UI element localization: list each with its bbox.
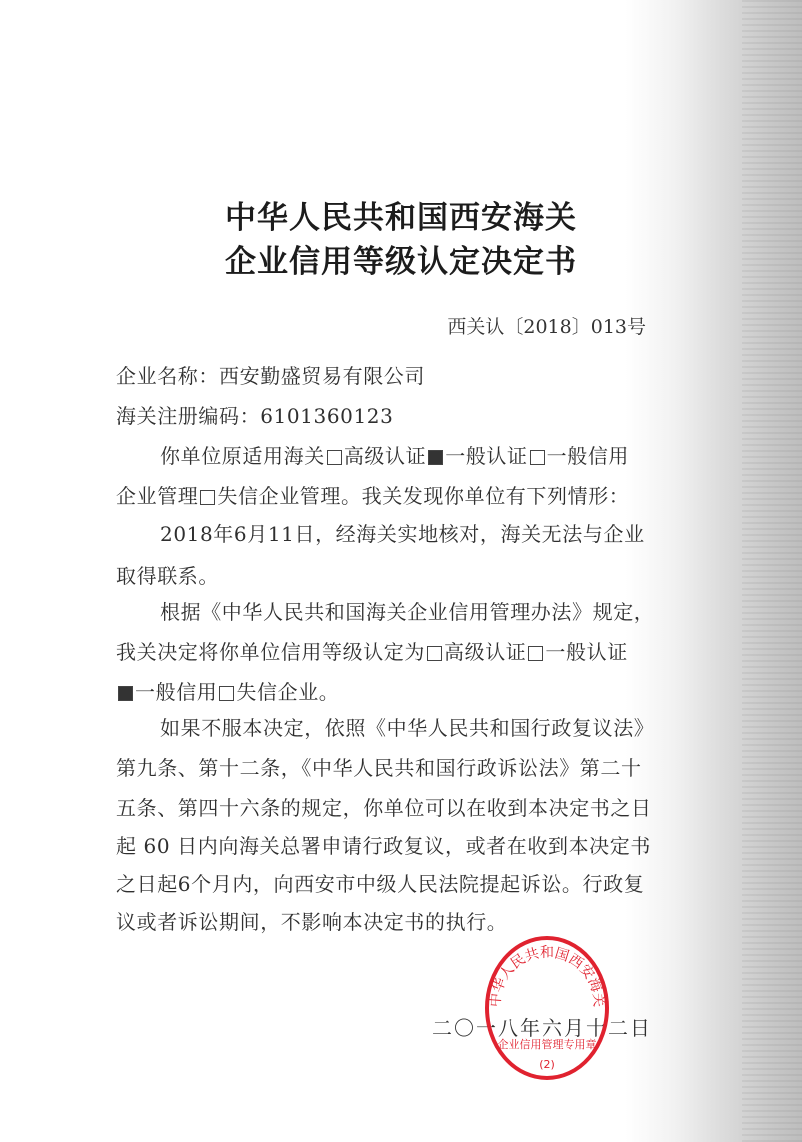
para4-line1: 如果不服本决定，依照《中华人民共和国行政复议法》 xyxy=(160,716,655,740)
company-name-label: 企业名称： xyxy=(116,364,219,388)
para1-opt3: 一般信用 xyxy=(546,444,630,468)
para4-line5: 之日起6个月内，向西安市中级人民法院提起诉讼。行政复 xyxy=(116,872,645,896)
para1-opt1: 高级认证 xyxy=(343,444,427,468)
para3-opt2: 一般认证 xyxy=(545,640,628,664)
checkbox-general-credit-checked xyxy=(118,686,133,701)
document-title-line2: 企业信用等级认定决定书 xyxy=(225,244,577,280)
document-number: 西关认〔2018〕013号 xyxy=(447,316,646,338)
company-name-value: 西安勤盛贸易有限公司 xyxy=(219,364,425,388)
seal-number: (2) xyxy=(539,1058,555,1071)
para4-line4: 起 60 日内向海关总署申请行政复议，或者在收到本决定书 xyxy=(116,834,651,858)
para3-opt1: 高级认证 xyxy=(444,640,527,664)
company-name-row xyxy=(116,360,425,389)
customs-code-label: 海关注册编码： xyxy=(116,404,261,428)
para3-line2 xyxy=(116,636,628,665)
para1-line2-start: 企业管理 xyxy=(116,484,199,508)
checkbox-advanced-cert-2 xyxy=(427,646,442,661)
checkbox-dishonest-mgmt xyxy=(200,490,215,505)
seal-sub-text: 企业信用管理专用章 xyxy=(497,1038,597,1051)
para3-line1: 根据《中华人民共和国海关企业信用管理办法》规定， xyxy=(160,600,655,624)
para3-line3 xyxy=(116,676,339,705)
para1-start: 你单位原适用海关 xyxy=(160,444,325,468)
document-title-line1: 中华人民共和国西安海关 xyxy=(225,200,577,236)
para2-line2: 取得联系。 xyxy=(116,564,219,588)
checkbox-general-cert-2 xyxy=(528,646,543,661)
para2-line1: 2018年6月11日，经海关实地核对，海关无法与企业 xyxy=(160,522,645,546)
checkbox-dishonest-2 xyxy=(219,686,234,701)
checkbox-advanced-cert xyxy=(327,450,342,465)
customs-code-value: 6101360123 xyxy=(260,404,394,428)
para1-tail: 我关发现你单位有下列情形： xyxy=(361,484,630,508)
para3-opt4: 失信企业。 xyxy=(236,680,340,704)
official-seal xyxy=(482,932,612,1084)
para4-line2: 第九条、第十二条，《中华人民共和国行政诉讼法》第二十 xyxy=(116,756,642,780)
para1-line1 xyxy=(160,440,629,469)
customs-code-row xyxy=(116,400,393,429)
para4-line3: 五条、第四十六条的规定，你单位可以在收到本决定书之日 xyxy=(116,796,652,820)
checkbox-general-credit xyxy=(530,450,545,465)
checkbox-general-cert-checked xyxy=(428,450,443,465)
seal-arc-text: 中华人民共和国西安海关 xyxy=(487,945,607,1008)
issue-date: 二〇一八年六月十二日 xyxy=(432,1016,652,1040)
para1-opt4: 失信企业管理。 xyxy=(217,484,362,508)
para3-opt3: 一般信用 xyxy=(135,680,218,704)
para1-opt2: 一般认证 xyxy=(445,444,528,468)
para4-line6: 议或者诉讼期间，不影响本决定书的执行。 xyxy=(116,910,508,934)
scan-shadow xyxy=(742,0,802,1142)
para3-line2-start: 我关决定将你单位信用等级认定为 xyxy=(116,640,425,664)
para1-line2 xyxy=(116,480,629,509)
